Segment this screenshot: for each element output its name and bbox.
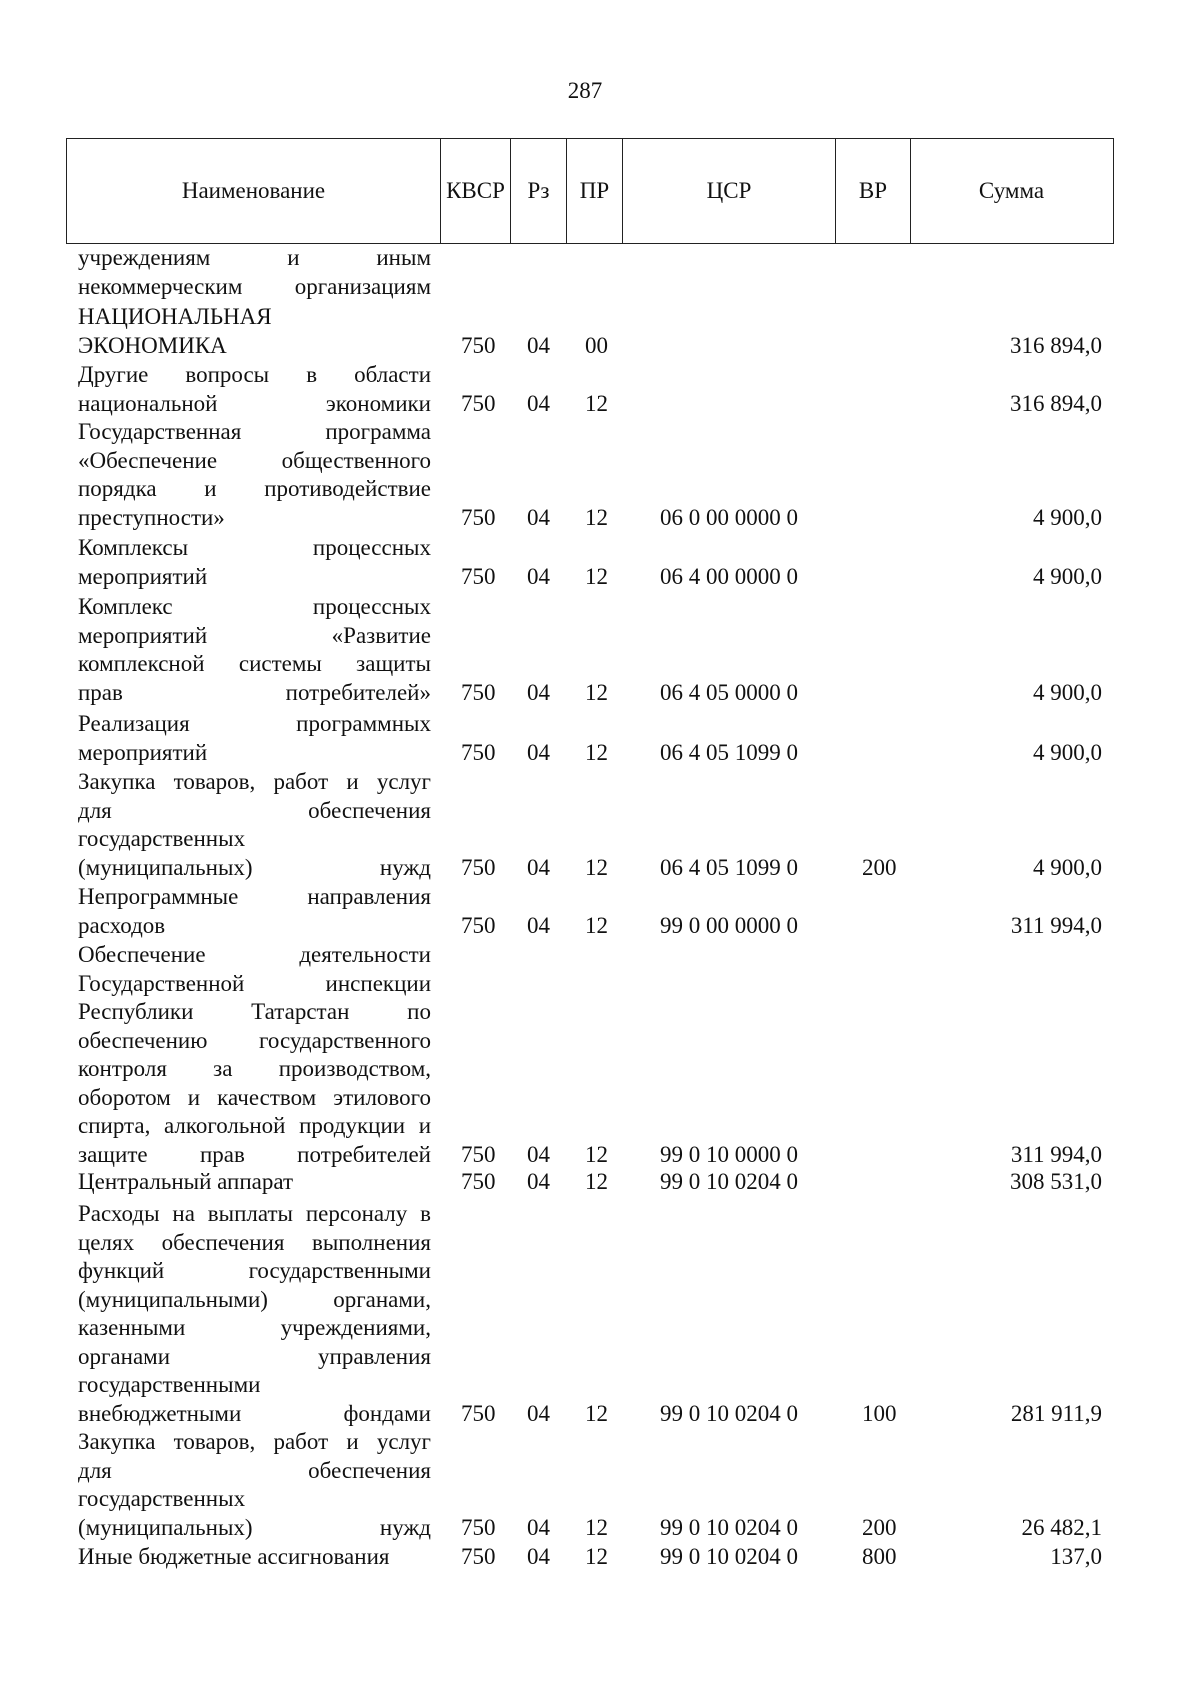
sum-cell: 26 482,1 <box>1021 1514 1102 1540</box>
rz-cell: 04 <box>527 1169 550 1194</box>
csr-cell: 06 0 00 0000 0 <box>660 504 798 530</box>
row-name-line: Непрограммные направления <box>78 884 431 909</box>
sum-cell: 316 894,0 <box>1010 390 1102 416</box>
kvsr-cell: 750 <box>461 1544 496 1569</box>
row-name-line: комплексной системы защиты <box>78 651 431 676</box>
row-name-line: Иные бюджетные ассигнования <box>78 1544 390 1569</box>
row-name-line: (муниципальными) органами, <box>78 1286 431 1312</box>
row-name-line: функций государственными <box>78 1258 431 1283</box>
row-name-line: оборотом и качеством этилового <box>78 1084 431 1110</box>
sum-cell: 4 900,0 <box>1033 563 1102 589</box>
row-name <box>78 1168 431 1197</box>
row-name-line: государственными <box>78 1372 261 1397</box>
pr-cell: 12 <box>585 1544 608 1569</box>
table-header <box>66 138 1114 244</box>
pr-cell: 12 <box>585 1514 608 1540</box>
row-name-line: контроля за производством, <box>78 1056 431 1081</box>
kvsr-cell: 750 <box>461 504 496 530</box>
row-name <box>78 303 431 360</box>
header-kvsr: КВСР <box>440 139 510 243</box>
row-name-line: преступности» <box>78 504 225 530</box>
sum-cell: 281 911,9 <box>1010 1400 1102 1426</box>
row-name <box>78 361 431 418</box>
csr-cell: 99 0 10 0204 0 <box>660 1400 798 1426</box>
row-name-line: Другие вопросы в области <box>78 362 431 387</box>
row-name-line: мероприятий <box>78 563 208 589</box>
pr-cell: 12 <box>585 1169 608 1194</box>
kvsr-cell: 750 <box>461 739 496 765</box>
sum-cell: 311 994,0 <box>1010 912 1102 938</box>
csr-cell: 99 0 10 0204 0 <box>660 1169 798 1194</box>
row-name-line: Обеспечение деятельности <box>78 942 431 967</box>
pr-cell: 12 <box>585 504 608 530</box>
pr-cell: 00 <box>585 332 608 358</box>
kvsr-cell: 750 <box>461 1169 496 1194</box>
row-name-line: защите прав потребителей <box>78 1141 431 1167</box>
row-name-line: порядка и противодействие <box>78 476 431 501</box>
sum-cell: 316 894,0 <box>1010 332 1102 358</box>
header-sum: Сумма <box>910 139 1112 243</box>
pr-cell: 12 <box>585 912 608 938</box>
header-csr: ЦСР <box>622 139 835 243</box>
row-name-line: Закупка товаров, работ и услуг <box>78 1429 431 1454</box>
row-name-line: спирта, алкогольной продукции и <box>78 1113 431 1138</box>
header-vr: ВР <box>835 139 910 243</box>
csr-cell: 99 0 10 0204 0 <box>660 1544 798 1569</box>
row-name <box>78 883 431 940</box>
vr-cell: 100 <box>862 1400 897 1426</box>
row-name <box>78 1428 431 1542</box>
row-name-line: мероприятий «Развитие <box>78 622 431 648</box>
sum-cell: 4 900,0 <box>1033 504 1102 530</box>
row-name <box>78 534 431 591</box>
sum-cell: 308 531,0 <box>1010 1169 1102 1194</box>
csr-cell: 06 4 05 1099 0 <box>660 739 798 765</box>
row-name-line: НАЦИОНАЛЬНАЯ <box>78 304 272 329</box>
kvsr-cell: 750 <box>461 854 496 880</box>
row-name <box>78 1200 431 1428</box>
kvsr-cell: 750 <box>461 1400 496 1426</box>
kvsr-cell: 750 <box>461 332 496 358</box>
row-name-line: прав потребителей» <box>78 679 431 705</box>
header-name: Наименование <box>181 178 326 203</box>
row-name-line: государственных <box>78 1486 246 1511</box>
row-name-line: Реализация программных <box>78 711 431 736</box>
sum-cell: 4 900,0 <box>1033 854 1102 880</box>
kvsr-cell: 750 <box>461 390 496 416</box>
row-name-line: Центральный аппарат <box>78 1169 294 1194</box>
sum-cell: 4 900,0 <box>1033 739 1102 765</box>
vr-cell: 200 <box>862 854 897 880</box>
row-name-line: национальной экономики <box>78 390 431 416</box>
row-name-line: ЭКОНОМИКА <box>78 332 227 358</box>
row-name <box>78 244 431 301</box>
rz-cell: 04 <box>527 1141 550 1167</box>
row-name-line: некоммерческим организациям <box>78 273 431 299</box>
header-pr: ПР <box>566 139 622 243</box>
csr-cell: 06 4 05 1099 0 <box>660 854 798 880</box>
row-name-line: Государственная программа <box>78 419 431 444</box>
vr-cell: 200 <box>862 1514 897 1540</box>
pr-cell: 12 <box>585 679 608 705</box>
rz-cell: 04 <box>527 1514 550 1540</box>
row-name-line: Государственной инспекции <box>78 970 431 996</box>
kvsr-cell: 750 <box>461 1141 496 1167</box>
row-name-line: «Обеспечение общественного <box>78 447 431 473</box>
csr-cell: 99 0 10 0000 0 <box>660 1141 798 1167</box>
row-name-line: казенными учреждениями, <box>78 1315 431 1340</box>
csr-cell: 06 4 05 0000 0 <box>660 679 798 705</box>
csr-cell: 99 0 00 0000 0 <box>660 912 798 938</box>
row-name-line: для обеспечения <box>78 797 431 823</box>
rz-cell: 04 <box>527 1400 550 1426</box>
row-name-line: для обеспечения <box>78 1457 431 1483</box>
row-name <box>78 1543 431 1572</box>
pr-cell: 12 <box>585 563 608 589</box>
vr-cell: 800 <box>862 1544 897 1569</box>
row-name-line: обеспечению государственного <box>78 1027 431 1053</box>
sum-cell: 4 900,0 <box>1033 679 1102 705</box>
row-name <box>78 710 431 767</box>
row-name-line: (муниципальных) нужд <box>78 854 431 880</box>
row-name <box>78 418 431 532</box>
pr-cell: 12 <box>585 1141 608 1167</box>
rz-cell: 04 <box>527 1544 550 1569</box>
row-name <box>78 768 431 882</box>
sum-cell: 137,0 <box>1050 1544 1102 1569</box>
rz-cell: 04 <box>527 390 550 416</box>
rz-cell: 04 <box>527 854 550 880</box>
pr-cell: 12 <box>585 390 608 416</box>
rz-cell: 04 <box>527 739 550 765</box>
csr-cell: 99 0 10 0204 0 <box>660 1514 798 1540</box>
row-name-line: мероприятий <box>78 739 208 765</box>
rz-cell: 04 <box>527 332 550 358</box>
pr-cell: 12 <box>585 854 608 880</box>
row-name-line: Комплекс процессных <box>78 594 431 619</box>
row-name-line: органами управления <box>78 1343 431 1369</box>
row-name-line: Закупка товаров, работ и услуг <box>78 769 431 794</box>
rz-cell: 04 <box>527 504 550 530</box>
kvsr-cell: 750 <box>461 1514 496 1540</box>
row-name-line: внебюджетными фондами <box>78 1400 431 1426</box>
sum-cell: 311 994,0 <box>1010 1141 1102 1167</box>
row-name-line: учреждениям и иным <box>78 245 431 270</box>
pr-cell: 12 <box>585 739 608 765</box>
row-name-line: Комплексы процессных <box>78 535 431 560</box>
header-rz: Рз <box>510 139 566 243</box>
rz-cell: 04 <box>527 912 550 938</box>
rz-cell: 04 <box>527 679 550 705</box>
page-number: 287 <box>567 78 603 103</box>
csr-cell: 06 4 00 0000 0 <box>660 563 798 589</box>
row-name-line: целях обеспечения выполнения <box>78 1229 431 1255</box>
row-name-line: государственных <box>78 826 246 851</box>
kvsr-cell: 750 <box>461 563 496 589</box>
row-name-line: Расходы на выплаты персоналу в <box>78 1201 431 1226</box>
kvsr-cell: 750 <box>461 912 496 938</box>
rz-cell: 04 <box>527 563 550 589</box>
row-name <box>78 941 431 1169</box>
row-name-line: расходов <box>78 912 166 938</box>
pr-cell: 12 <box>585 1400 608 1426</box>
row-name-line: (муниципальных) нужд <box>78 1514 431 1540</box>
row-name-line: Республики Татарстан по <box>78 999 431 1024</box>
kvsr-cell: 750 <box>461 679 496 705</box>
row-name <box>78 593 431 707</box>
